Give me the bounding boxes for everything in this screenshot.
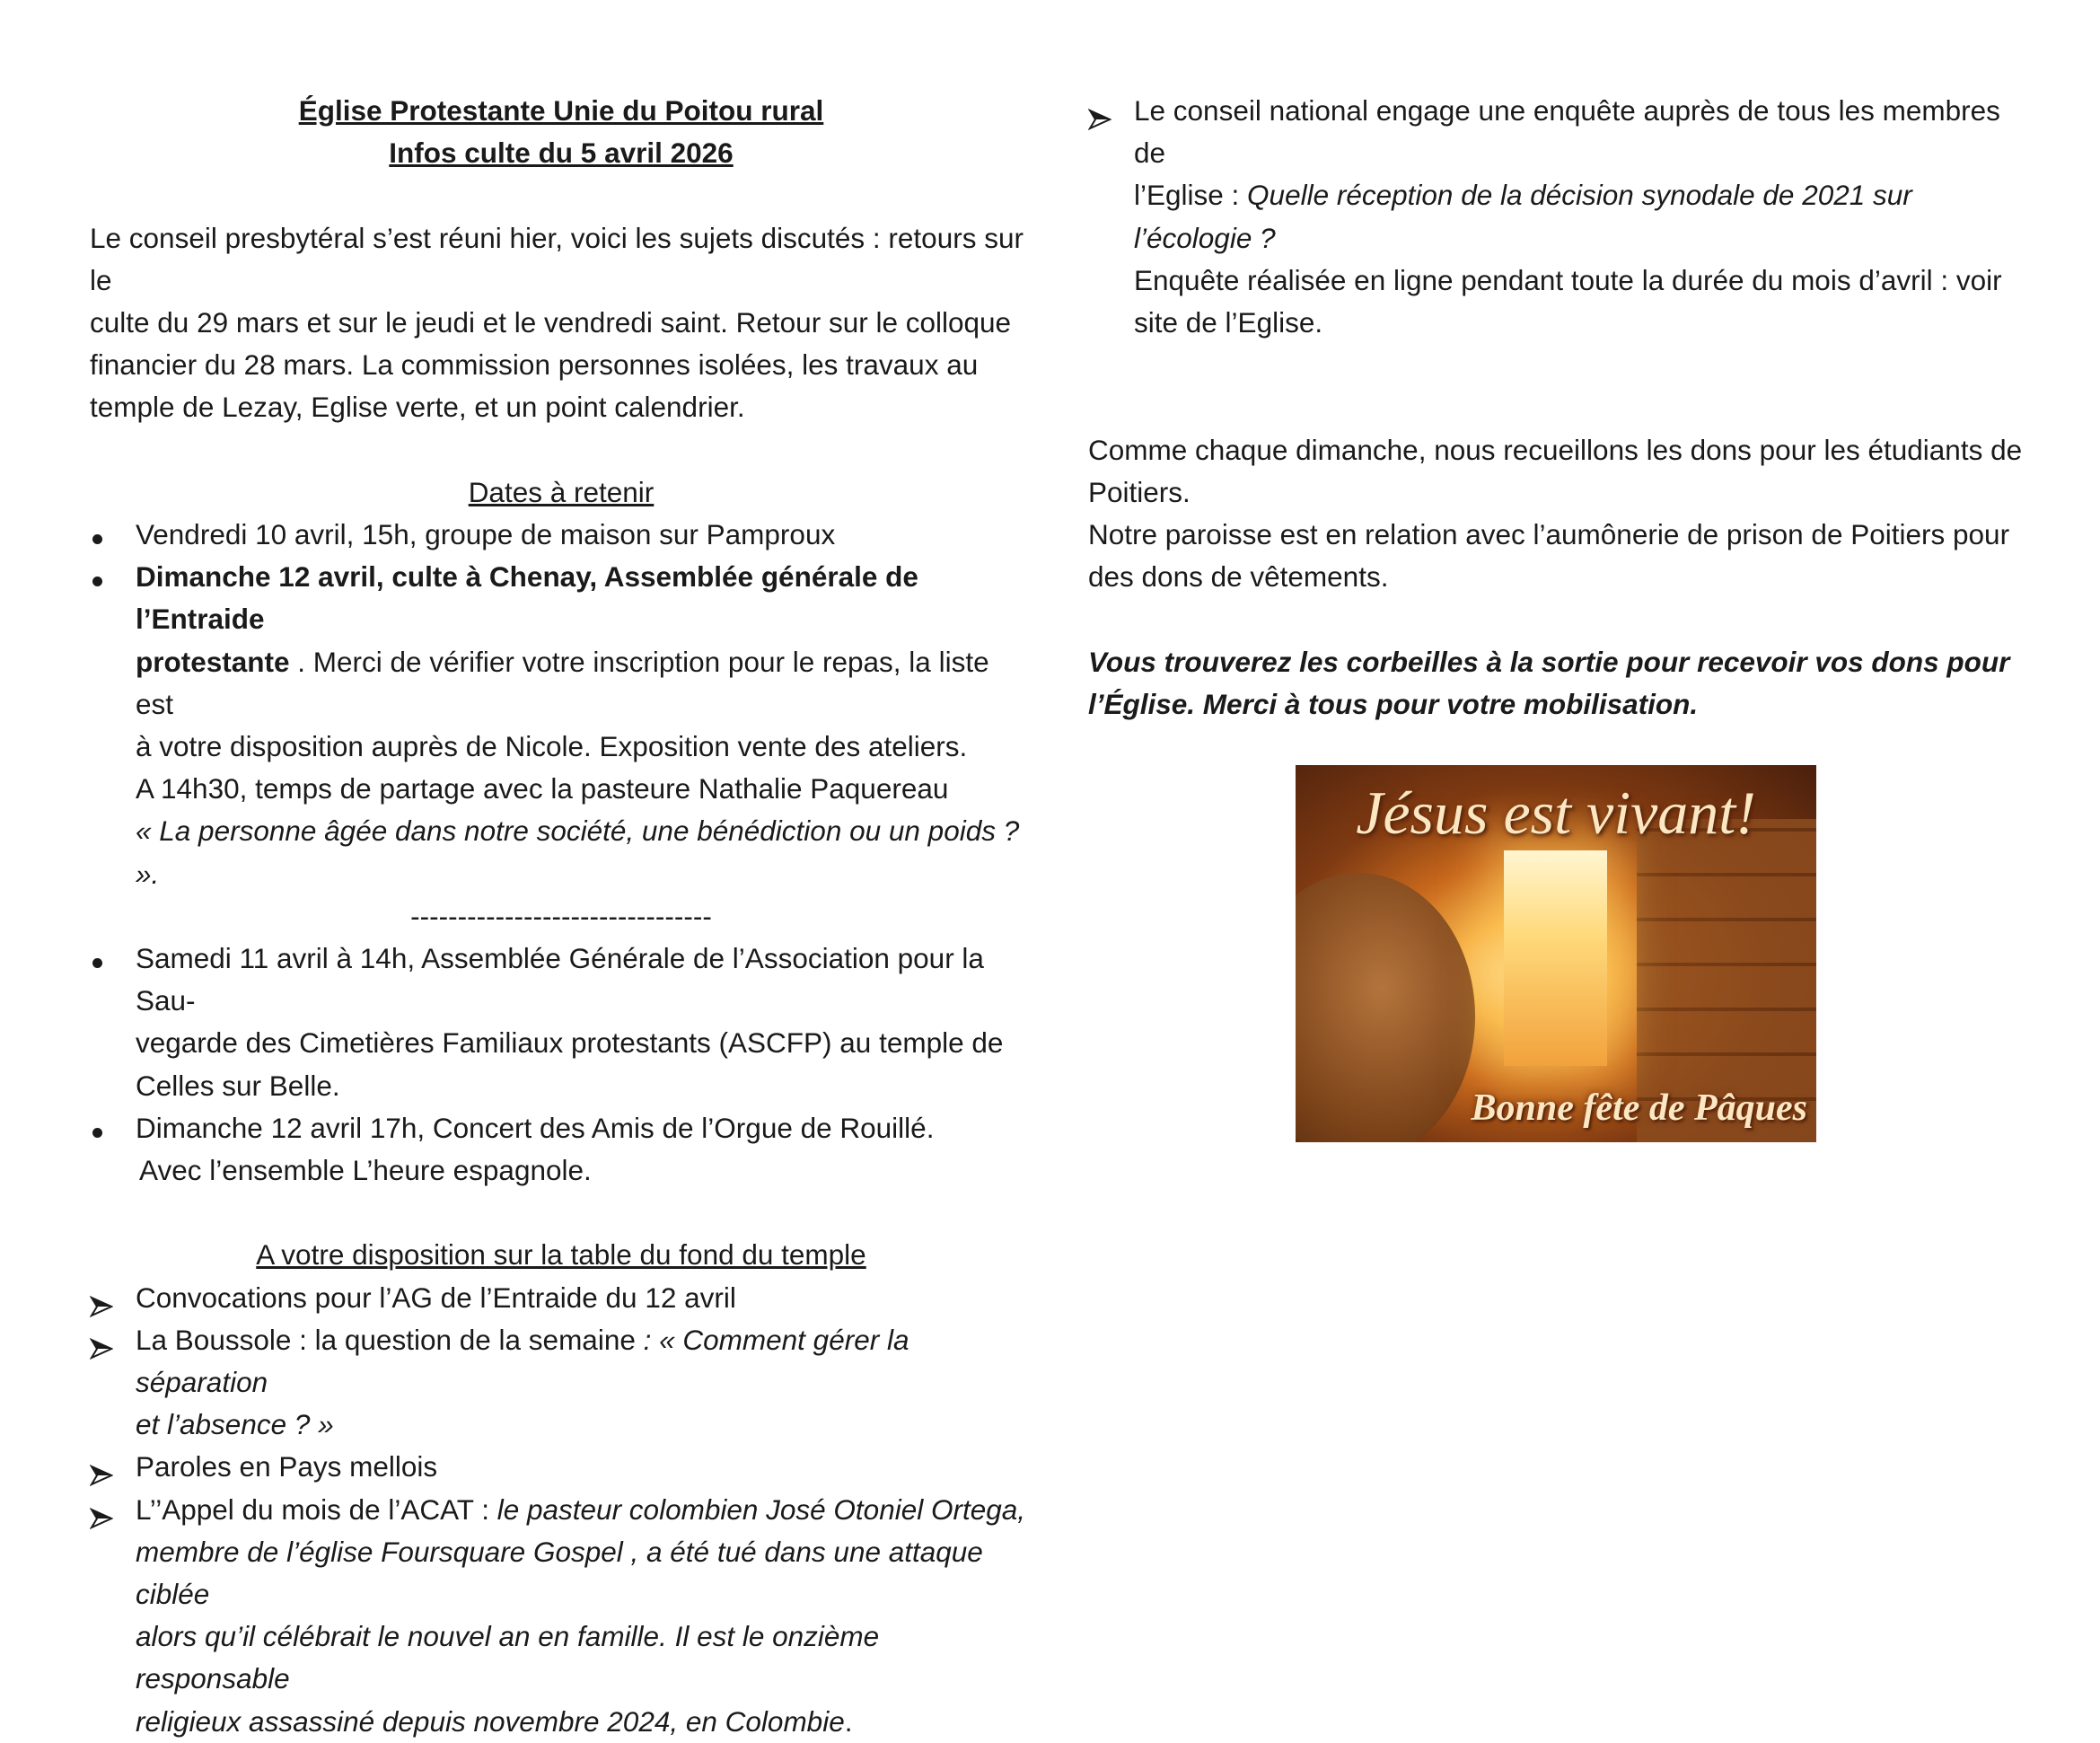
list-item xyxy=(90,556,1032,895)
item-text: vegarde des Cimetières Familiaux protestants (ASCFP) au temple de xyxy=(136,1026,1004,1060)
page-title: Église Protestante Unie du Poitou rural xyxy=(298,94,824,127)
item-text-italic: « La personne âgée dans notre société, une bénédiction ou un poids ? ». xyxy=(136,814,1020,890)
item-text: à votre disposition auprès de Nicole. Exposition vente des ateliers. xyxy=(136,730,968,763)
bullet-icon xyxy=(92,958,102,968)
intro-line: culte du 29 mars et sur le jeudi et le vendredi saint. Retour sur le colloque xyxy=(90,306,1012,339)
item-text-italic: Quelle réception de la décision synodale de 2021 sur l’écologie ? xyxy=(1134,179,1912,254)
item-text: La Boussole : la question de la semaine xyxy=(136,1323,644,1356)
image-caption-top: Jésus est vivant! xyxy=(1356,779,1756,847)
item-text: Samedi 11 avril à 14h, Assemblée Générale de l’Association pour la Sau- xyxy=(136,942,984,1017)
intro-paragraph xyxy=(90,217,1032,429)
list-item xyxy=(90,938,1032,1107)
list-item xyxy=(90,1446,1032,1488)
item-text: . Merci de vérifier votre inscription pour le repas, la liste est xyxy=(136,645,989,720)
item-text: Le conseil national engage une enquête auprès de tous les membres de xyxy=(1134,94,2000,170)
item-text-italic: membre de l’église Foursquare Gospel , a été tué dans une attaque ciblée xyxy=(136,1535,983,1611)
item-text: Dimanche 12 avril, culte à Chenay, Assemblée générale de l’Entraide xyxy=(136,560,918,636)
list-item xyxy=(90,1277,1032,1319)
item-text-italic: et l’absence ? » xyxy=(136,1408,334,1441)
item-text-italic: le pasteur colombien José Otoniel Ortega, xyxy=(496,1492,1026,1526)
list-item xyxy=(90,1107,1032,1192)
item-text: . xyxy=(844,1704,853,1738)
image-caption-bottom: Bonne fête de Pâques xyxy=(1471,1087,1807,1129)
item-text: Celles sur Belle. xyxy=(136,1069,340,1102)
item-text: Convocations pour l’AG de l’Entraide du 12 avril xyxy=(136,1281,736,1314)
dons-paragraph xyxy=(1088,429,2031,599)
left-column xyxy=(90,90,1032,1743)
bullet-icon xyxy=(92,534,102,544)
item-text: L’’Appel du mois de l’ACAT : xyxy=(136,1492,497,1526)
separator: -------------------------------- xyxy=(410,899,712,932)
item-text: Dimanche 12 avril 17h, Concert des Amis de l’Orgue de Rouillé. xyxy=(136,1111,935,1144)
bullet-icon xyxy=(92,577,102,586)
intro-line: temple de Lezay, Eglise verte, et un point calendrier. xyxy=(90,391,745,424)
table-heading: A votre disposition sur la table du fond du temple xyxy=(256,1238,866,1272)
item-text: site de l’Eglise. xyxy=(1134,306,1323,339)
item-text-bold: protestante xyxy=(136,645,290,678)
baskets-paragraph xyxy=(1088,641,2031,726)
tomb-doorway-light xyxy=(1504,850,1607,1066)
item-text: Avec l’ensemble L’heure espagnole. xyxy=(139,1154,592,1187)
item-text: l’Eglise : xyxy=(1134,179,1248,212)
item-text: Enquête réalisée en ligne pendant toute la durée du mois d’avril : voir xyxy=(1134,263,2002,296)
item-text-italic: alors qu’il célébrait le nouvel an en famille. Il est le onzième responsable xyxy=(136,1620,880,1695)
paragraph-line: Notre paroisse est en relation avec l’aumônerie de prison de Poitiers pour xyxy=(1088,518,2010,550)
page-subtitle: Infos culte du 5 avril 2026 xyxy=(389,136,734,170)
list-item xyxy=(90,514,1032,556)
list-item xyxy=(1088,90,2031,344)
list-item xyxy=(90,1319,1032,1447)
bullet-icon xyxy=(92,1128,102,1138)
item-text: Vendredi 10 avril, 15h, groupe de maison sur Pamproux xyxy=(136,518,836,550)
arrow-bullet-icon xyxy=(90,1499,113,1541)
dates-heading: Dates à retenir xyxy=(468,475,655,508)
paragraph-line: des dons de vêtements. xyxy=(1088,560,1389,594)
intro-line: Le conseil presbytéral s’est réuni hier, voici les sujets discutés : retours sur le xyxy=(90,221,1024,296)
intro-line: financier du 28 mars. La commission personnes isolées, les travaux au xyxy=(90,348,979,382)
right-column xyxy=(1088,90,2031,726)
paragraph-line-bold-italic: l’Église. Merci à tous pour votre mobilisation. xyxy=(1088,687,1699,720)
arrow-bullet-icon xyxy=(90,1329,113,1371)
arrow-bullet-icon xyxy=(1088,100,1112,142)
paragraph-line: Comme chaque dimanche, nous recueillons les dons pour les étudiants de xyxy=(1088,433,2023,466)
paragraph-line-bold-italic: Vous trouverez les corbeilles à la sortie pour recevoir vos dons pour xyxy=(1088,645,2010,678)
list-item xyxy=(90,1489,1032,1743)
easter-image xyxy=(1296,765,1816,1142)
item-text-italic: religieux assassiné depuis novembre 2024, en Colombie xyxy=(136,1704,845,1738)
item-text: A 14h30, temps de partage avec la pasteure Nathalie Paquereau xyxy=(136,772,949,805)
item-text-italic: : « Comment gérer la séparation xyxy=(136,1323,909,1399)
paragraph-line: Poitiers. xyxy=(1088,475,1191,508)
item-text: Paroles en Pays mellois xyxy=(136,1450,438,1483)
